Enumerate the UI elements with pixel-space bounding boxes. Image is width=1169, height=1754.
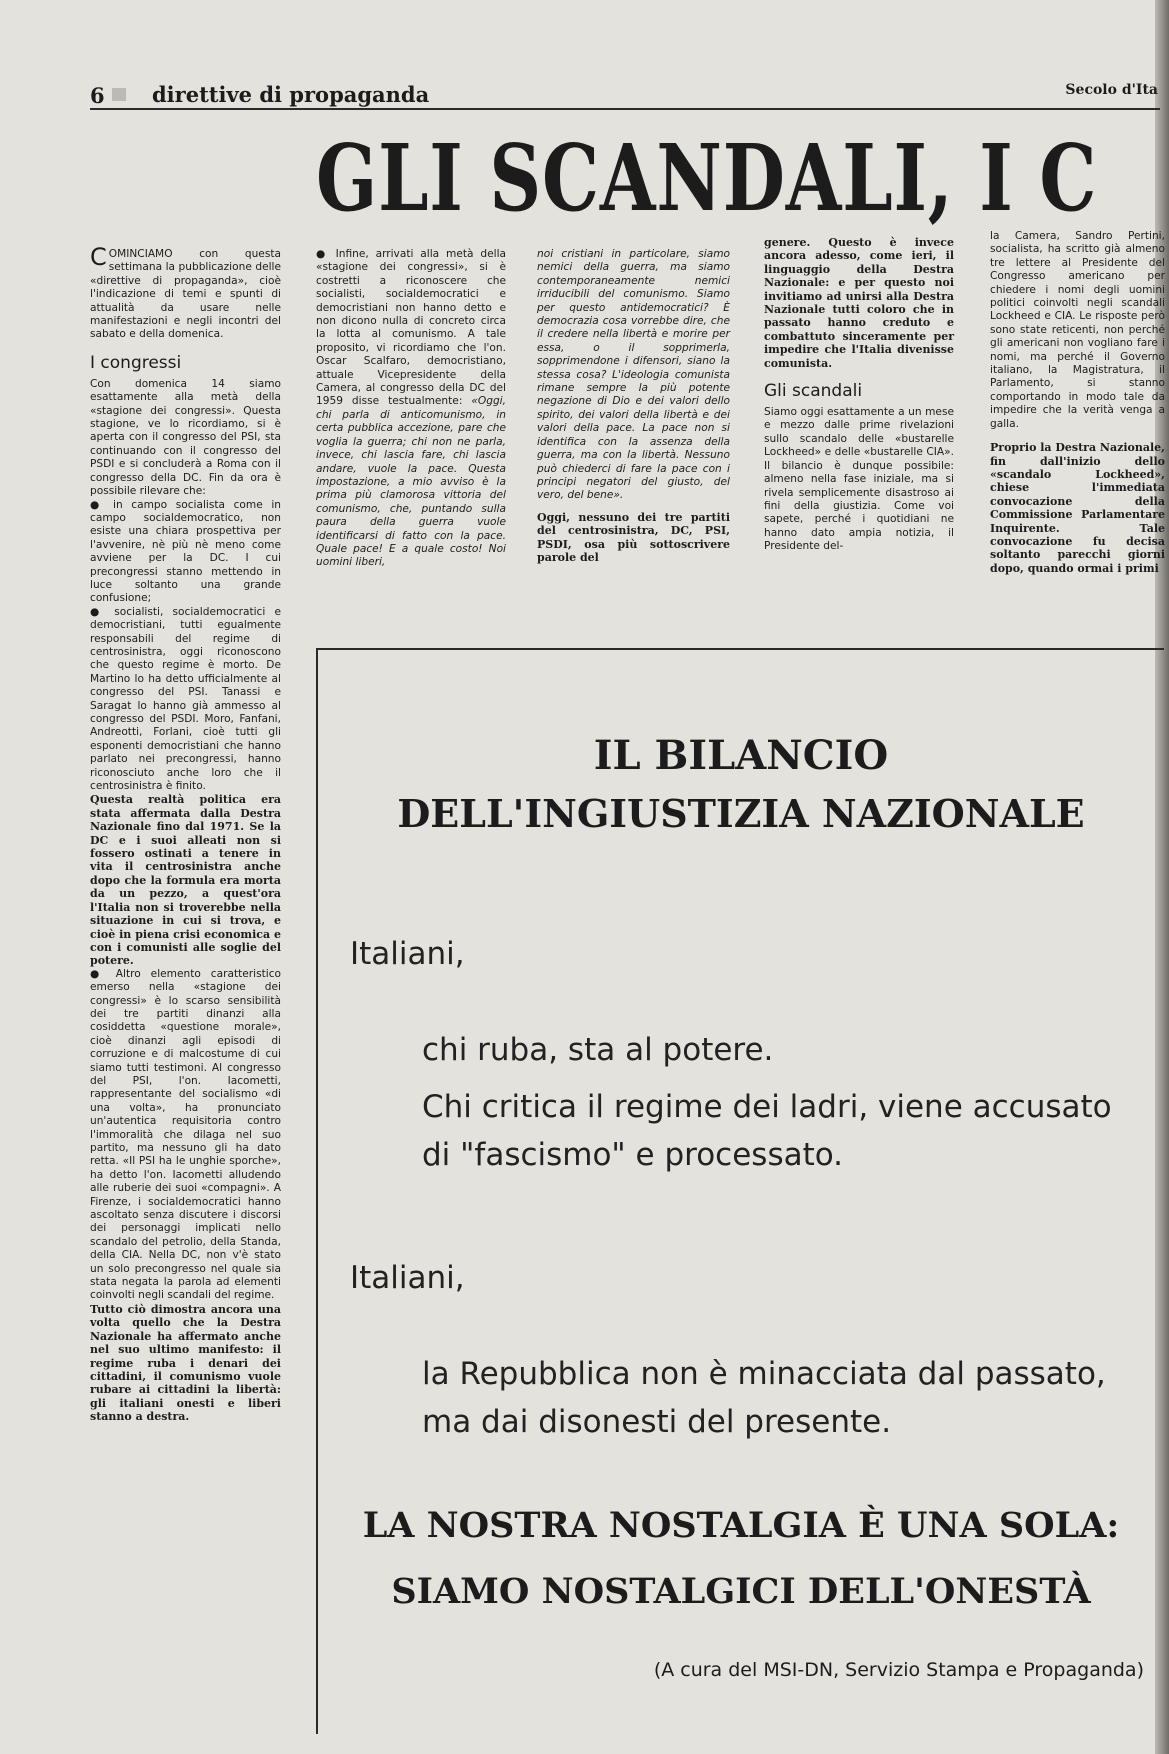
article-column-2 [316,248,506,626]
article-column-3 [537,248,730,626]
manifesto-box [316,648,1164,1734]
subhead-scandali: Gli scandali [764,381,863,402]
page-number: 6 [90,83,105,108]
subhead-congressi: I congressi [90,352,182,373]
paragraph: ● Infine, arrivati alla metà della «stagione dei congressi», si è costretti a riconoscere che socialisti, socialdemocratici e democristiani non hanno detto e non dicono nulla di concreto circa la lotta al comunismo. A tale proposito, vi ricordiamo che l'on. Oscar Scalfaro, democristiano, attuale Vicepresidente della Camera, al congresso della DC del 1959 disse testualmente: «Oggi, chi parla di anticomunismo, in certa pubblica accezione, pare che voglia la guerra; chi non ne parla, invece, chi lascia fare, chi lascia andare, vuole la pace. Questa impostazione, a mio avviso è la prima più clamorosa vittoria del comunismo, che, puntando sulla paura della guerra vuole identificarsi di fatto con la pace. Quale pace! E a quale costo! Noi uomini liberi, [316,248,506,569]
paragraph: ● in campo socialista come in campo socialdemocratico, non esiste una chiara prospettiva per l'avvenire, nè più nè meno come avviene per la DC. I cui precongressi stanno mettendo in luce soltanto una grande confusione; [90,498,281,605]
page-header [90,80,1160,110]
journal-name: Secolo d'Ita [1065,82,1158,98]
box-credit: (A cura del MSI-DN, Servizio Stampa e Propaganda) [653,1659,1144,1681]
section-title: direttive di propaganda [152,82,430,107]
paragraph: ● Altro elemento caratteristico emerso nella «stagione dei congressi» è lo scarso sensibilità dei tre partiti dinanzi alla cosiddetta «questione morale», cioè dinanzi agli episodi di corruzione e di malcostume di cui siamo tutti testimoni. Al congresso del PSI, l'on. Iacometti, rappresentante del socialismo «di una volta», ha pronunciato un'autentica requisitoria contro l'immoralità che dilaga nel suo partito, ma nessuno gli ha dato retta. «Il PSI ha le unghie sporche», ha detto l'on. Iacometti alludendo alle ruberie dei suoi «compagni». A Firenze, i socialdemocratici hanno ascoltato senza discutere i discorsi dei personaggi implicati nello scandalo del petrolio, della Standa, della CIA. Nella DC, non v'è stato un solo precongresso nel quale sia stata negata la parola ad elementi coinvolti negli scandali del regime. [90,967,281,1302]
box-line-italiani-2: Italiani, [350,1260,465,1296]
paragraph: la Camera, Sandro Pertini, socialista, ha scritto già almeno tre lettere al Presidente del Congresso americano per chiedere i nomi degli uomini politici coinvolti negli scandali Lockheed e CIA. Le risposte però sono state reticenti, non perché gli americani non vogliano fare i nomi, ma perché il Governo italiano, la Magistratura, il Parlamento, si stanno comportando in modo tale da impedire che la verità venga a galla. [990,230,1165,430]
article-column-1 [90,243,281,1718]
bold-paragraph: genere. Questo è invece ancora adesso, come ieri, il linguaggio della Destra Nazionale: e per questo noi invitiamo ad unirsi alla Destra Nazionale tutti coloro che in passato hanno creduto e combattuto sinceramente per impedire che l'Italia divenisse comunista. [764,236,954,370]
bold-paragraph: Proprio la Destra Nazionale, fin dall'inizio dello «scandalo Lockheed», chiese l'immediata convocazione della Commissione Parlamentare Inquirente. Tale convocazione fu decisa soltanto parecchi giorni dopo, quando ormai i primi [990,441,1166,575]
drop-cap: C [90,243,107,271]
bold-paragraph: Questa realtà politica era stata affermata dalla Destra Nazionale fino dal 1971. Se la DC e i suoi alleati non si fossero ostinati a tenere in vita il centrosinistra anche dopo che la formula era morta da un pezzo, a quest'ora l'Italia non si troverebbe nella situazione in cui si trova, e cioè in piena crisi economica e con i comunisti alle soglie del potere. [90,793,281,968]
article-column-4 [764,236,954,628]
bold-paragraph: Oggi, nessuno dei tre partiti del centrosinistra, DC, PSI, PSDI, osa più sottoscrivere parole del [537,510,730,564]
quote-continuation: noi cristiani in particolare, siamo nemici della guerra, ma siamo contemporaneamente nemici irriducibili del comunismo. Siamo per questo antidemocratici? È democrazia cosa vorrebbe dire, che il credere nella libertà e morire per essa, o il sopprimerla, sopprimendone i difensori, siano la stessa cosa? L'ideologia comunista rimane sempre la più potente negazione di Dio e dei valori dello spirito, dei valori della libertà e dei valori della pace. La pace non si identifica con la assenza della guerra, ma con la libertà. Nessuno può chiederci di fare la pace con i principi negatori del giusto, del vero, del bene». [537,248,730,502]
box-line-chi-ruba: chi ruba, sta al potere. [422,1032,774,1068]
bold-paragraph: Tutto ciò dimostra ancora una volta quello che la Destra Nazionale ha affermato anche nel suo ultimo manifesto: il regime ruba i denari dei cittadini, il comunismo vuole rubare ai cittadini la libertà: gli italiani onesti e liberi stanno a destra. [90,1302,281,1424]
main-headline: GLI SCANDALI, I C [316,124,1098,232]
box-title-line-2: DELL'INGIUSTIZIA NAZIONALE [397,791,1085,836]
box-title-line-1: IL BILANCIO [593,732,889,779]
box-line-italiani-1: Italiani, [350,936,465,972]
intro-paragraph: COMINCIAMO con questa settimana la pubblicazione delle «direttive di propaganda», cioè l'indicazione di temi e spunti di attualità da usare nelle manifestazioni e negli incontri del sabato e della domenica. [90,243,281,341]
closing-line-1: LA NOSTRA NOSTALGIA È UNA SOLA: [362,1505,1120,1546]
quote-text: «Oggi, chi parla di anticomunismo, in certa pubblica accezione, pare che voglia la guerra; chi non ne parla, invece, chi lascia fare, chi lascia andare, vuole la pace. Questa impostazione, a mio avviso è la prima più clamorosa vittoria del comunismo, che, puntando sulla paura della guerra vuole identificarsi di fatto con la pace. Quale pace! E a quale costo! Noi uomini liberi, [316,395,506,569]
box-line-repubblica: la Repubblica non è minacciata dal passato, ma dai disonesti del presente. [422,1356,1106,1440]
article-column-5 [990,230,1165,628]
paragraph: ● socialisti, socialdemocratici e democristiani, tutti egualmente responsabili del regime di centrosinistra, oggi riconoscono che questo regime è morto. De Martino lo ha detto ufficialmente al congresso del PSI. Tanassi e Saragat lo hanno già ammesso al congresso del PSDI. Moro, Fanfani, Andreotti, Forlani, cioè tutti gli esponenti democristiani che hanno parlato nei precongressi, hanno riconosciuto anche loro che il centrosinistra è finito. [90,605,281,793]
box-line-chi-critica: Chi critica il regime dei ladri, viene accusato di "fascismo" e processato. [422,1089,1112,1173]
closing-line-2: SIAMO NOSTALGICI DELL'ONESTÀ [391,1571,1091,1612]
header-separator [112,88,126,101]
paragraph: Siamo oggi esattamente a un mese e mezzo dalle prime rivelazioni sullo scandalo delle «bustarelle Lockheed» e delle «bustarelle CIA». Il bilancio è dunque possibile: almeno nella fase iniziale, ma si rivela semplicemente disastroso ai fini della giustizia. Come voi sapete, perché i quotidiani ne hanno dato ampia notizia, il Presidente del- [764,406,954,553]
paragraph: Con domenica 14 siamo esattamente alla metà della «stagione dei congressi». Questa stagione, ve lo ricordiamo, si è aperta con il congresso del PSI, sta continuando con il congresso del PSDI e si concluderà a Roma con il congresso della DC. Fin da ora è possibile rilevare che: [90,377,281,498]
